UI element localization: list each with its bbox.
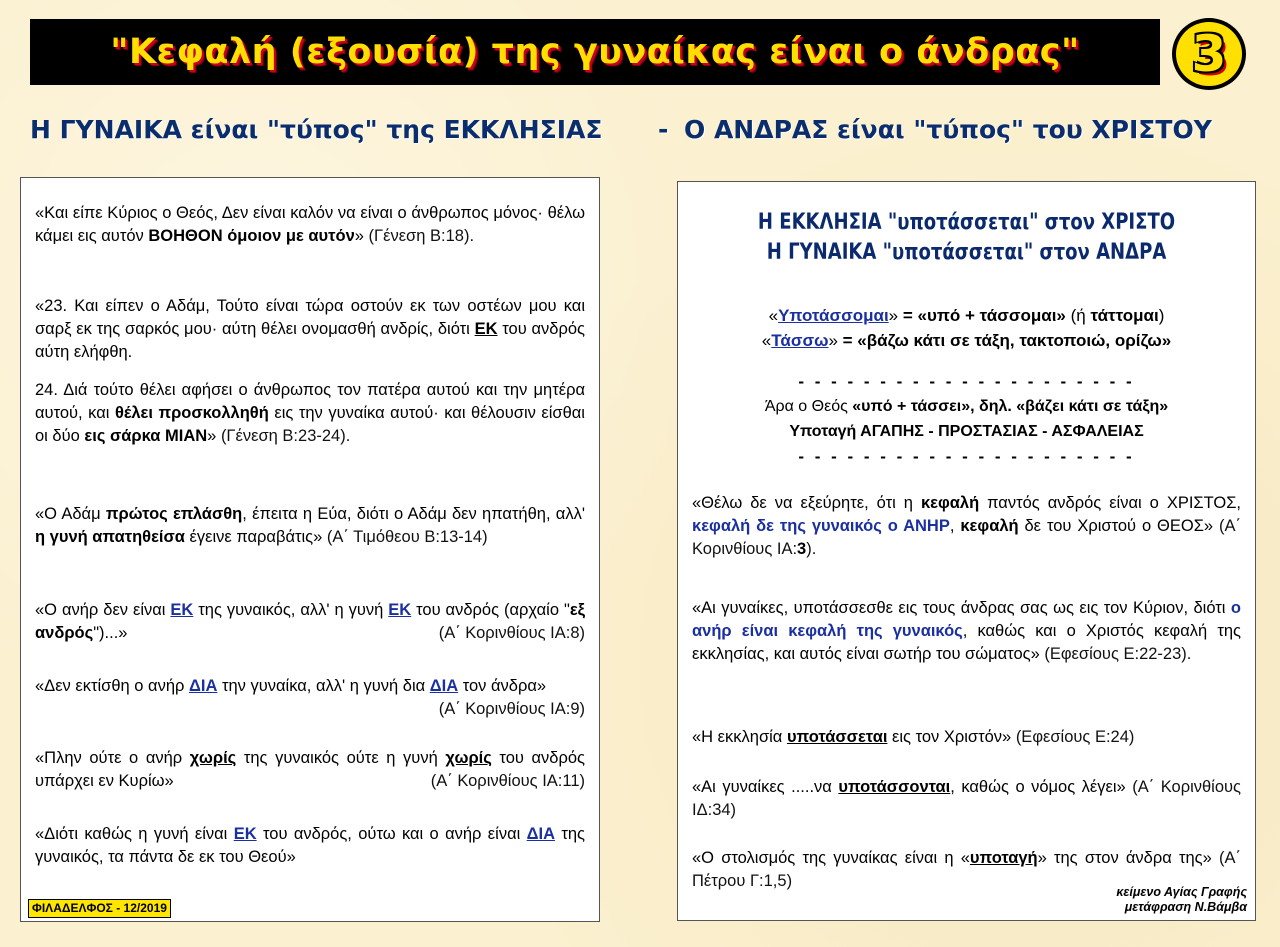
verse-1-corinthians-11-12: «Διότι καθώς η γυνή είναι ΕΚ του ανδρός, ούτω και ο ανήρ είναι ΔΙΑ της γυναικός, τα πάντα δε εκ του Θεού»: [35, 825, 585, 866]
verse-ephesians-5-24: «Η εκκλησία υποτάσσεται εις τον Χριστόν» (Εφεσίους Ε:24): [692, 728, 1135, 746]
right-panel: [677, 181, 1256, 921]
definition-ypotassomai: «Υποτάσσομαι» = «υπό + τάσσομαι» (ή τάττομαι): [768, 306, 1165, 325]
title-bar: [30, 19, 1160, 85]
heading-line-church: Η ΕΚΚΛΗΣΙΑ "υποτάσσεται" στον ΧΡΙΣΤΟ: [757, 210, 1176, 235]
part-badge: [1172, 18, 1246, 90]
verse-1-corinthians-11-11: «Πλην ούτε ο ανήρ χωρίς της γυναικός ούτε η γυνή χωρίς του ανδρός υπάρχει εν Κυρίω» (Α΄ Κορινθίους ΙΑ:11): [35, 749, 585, 790]
page-title: "Κεφαλή (εξουσία) της γυναίκας είναι ο άνδρας": [110, 32, 1080, 72]
left-panel: [20, 177, 600, 922]
subtitle-left: Η ΓΥΝΑΙΚΑ είναι "τύπος" της ΕΚΚΛΗΣΙΑΣ: [30, 115, 603, 144]
verse-1-corinthians-11-8: «Ο ανήρ δεν είναι ΕΚ της γυναικός, αλλ' η γυνή ΕΚ του ανδρός (αρχαίο "εξ ανδρός")...» (Α΄ Κορινθίους ΙΑ:8): [35, 601, 585, 642]
verse-1-corinthians-14-34: «Αι γυναίκες .....να υποτάσσονται, καθώς ο νόμος λέγει» (Α΄ Κορινθίους ΙΔ:34): [692, 778, 1242, 819]
subtitle: [30, 115, 1252, 157]
verse-1-corinthians-11-3: «Θέλω δε να εξεύρητε, ότι η κεφαλή παντός ανδρός είναι ο ΧΡΙΣΤΟΣ, κεφαλή δε της γυναικός ο ΑΝΗΡ, κεφαλή δε του Χριστού ο ΘΕΟΣ» (Α΄ Κορινθίους ΙΑ:3).: [692, 494, 1242, 558]
conclusion-line: Άρα ο Θεός «υπό + τάσσει», δηλ. «βάζει κάτι σε τάξη»: [764, 398, 1169, 415]
verse-1-corinthians-11-9: «Δεν εκτίσθη ο ανήρ ΔΙΑ την γυναίκα, αλλ' η γυνή δια ΔΙΑ τον άνδρα» (Α΄ Κορινθίους ΙΑ:9): [35, 677, 585, 718]
divider-top: - - - - - - - - - - - - - - - - - - - - -: [798, 372, 1135, 391]
right-panel-heading: [730, 208, 1203, 268]
conclusion-types: Υποταγή ΑΓΑΠΗΣ - ΠΡΟΣΤΑΣΙΑΣ - ΑΣΦΑΛΕΙΑΣ: [789, 423, 1144, 440]
verse-genesis-2-24: 24. Διά τούτο θέλει αφήσει ο άνθρωπος τον πατέρα αυτού και την μητέρα αυτού, και θέλει προσκολληθή εις την γυναίκα αυτού· και θέλουσιν είσθαι οι δύο εις σάρκα ΜΙΑΝ» (Γένεση Β:23-24).: [35, 381, 585, 445]
heading-line-woman: Η ΓΥΝΑΙΚΑ "υποτάσσεται" στον ΑΝΔΡΑ: [766, 240, 1167, 265]
subtitle-separator: -: [658, 115, 669, 144]
credit-bible-text: κείμενο Αγίας Γραφής: [1116, 885, 1247, 899]
verse-genesis-2-18: «Και είπε Κύριος ο Θεός, Δεν είναι καλόν να είναι ο άνθρωπος μόνος· θέλω κάμει εις αυτόν ΒΟΗΘΟΝ όμοιον με αυτόν» (Γένεση Β:18).: [35, 204, 585, 245]
verse-1-timothy-2-13: «Ο Αδάμ πρώτος επλάσθη, έπειτα η Εύα, διότι ο Αδάμ δεν ηπατήθη, αλλ' η γυνή απατηθείσα έγεινε παραβάτις» (Α΄ Τιμόθεου Β:13-14): [35, 505, 585, 546]
verse-ephesians-5-22: «Αι γυναίκες, υποτάσσεσθε εις τους άνδρας σας ως εις τον Κύριον, διότι ο ανήρ είναι κεφαλή της γυναικός, καθώς και ο Χριστός κεφαλή της εκκλησίας, και αυτός είναι σωτήρ του σώματος» (Εφεσίους Ε:22-23).: [692, 599, 1242, 663]
credit-translation: μετάφραση Ν.Βάμβα: [1124, 900, 1247, 914]
divider-bottom: - - - - - - - - - - - - - - - - - - - - -: [798, 447, 1135, 466]
verse-genesis-2-23: «23. Και είπεν ο Αδάμ, Τούτο είναι τώρα οστούν εκ των οστέων μου και σαρξ εκ της σαρκός μου· αύτη θέλει ονομασθή ανδρίς, διότι ΕΚ του ανδρός αύτη ελήφθη.: [35, 297, 585, 361]
subtitle-right: Ο ΑΝΔΡΑΣ είναι "τύπος" του ΧΡΙΣΤΟΥ: [684, 115, 1212, 144]
author-date-tag: ΦΙΛΑΔΕΛΦΟΣ - 12/2019: [28, 899, 171, 918]
verse-1-peter-3-1: «Ο στολισμός της γυναίκας είναι η «υποταγή» της στον άνδρα της» (Α΄ Πέτρου Γ:1,5): [692, 849, 1241, 890]
definition-tasso: «Τάσσω» = «βάζω κάτι σε τάξη, τακτοποιώ, ορίζω»: [761, 331, 1172, 350]
part-number: 3: [1191, 25, 1227, 83]
